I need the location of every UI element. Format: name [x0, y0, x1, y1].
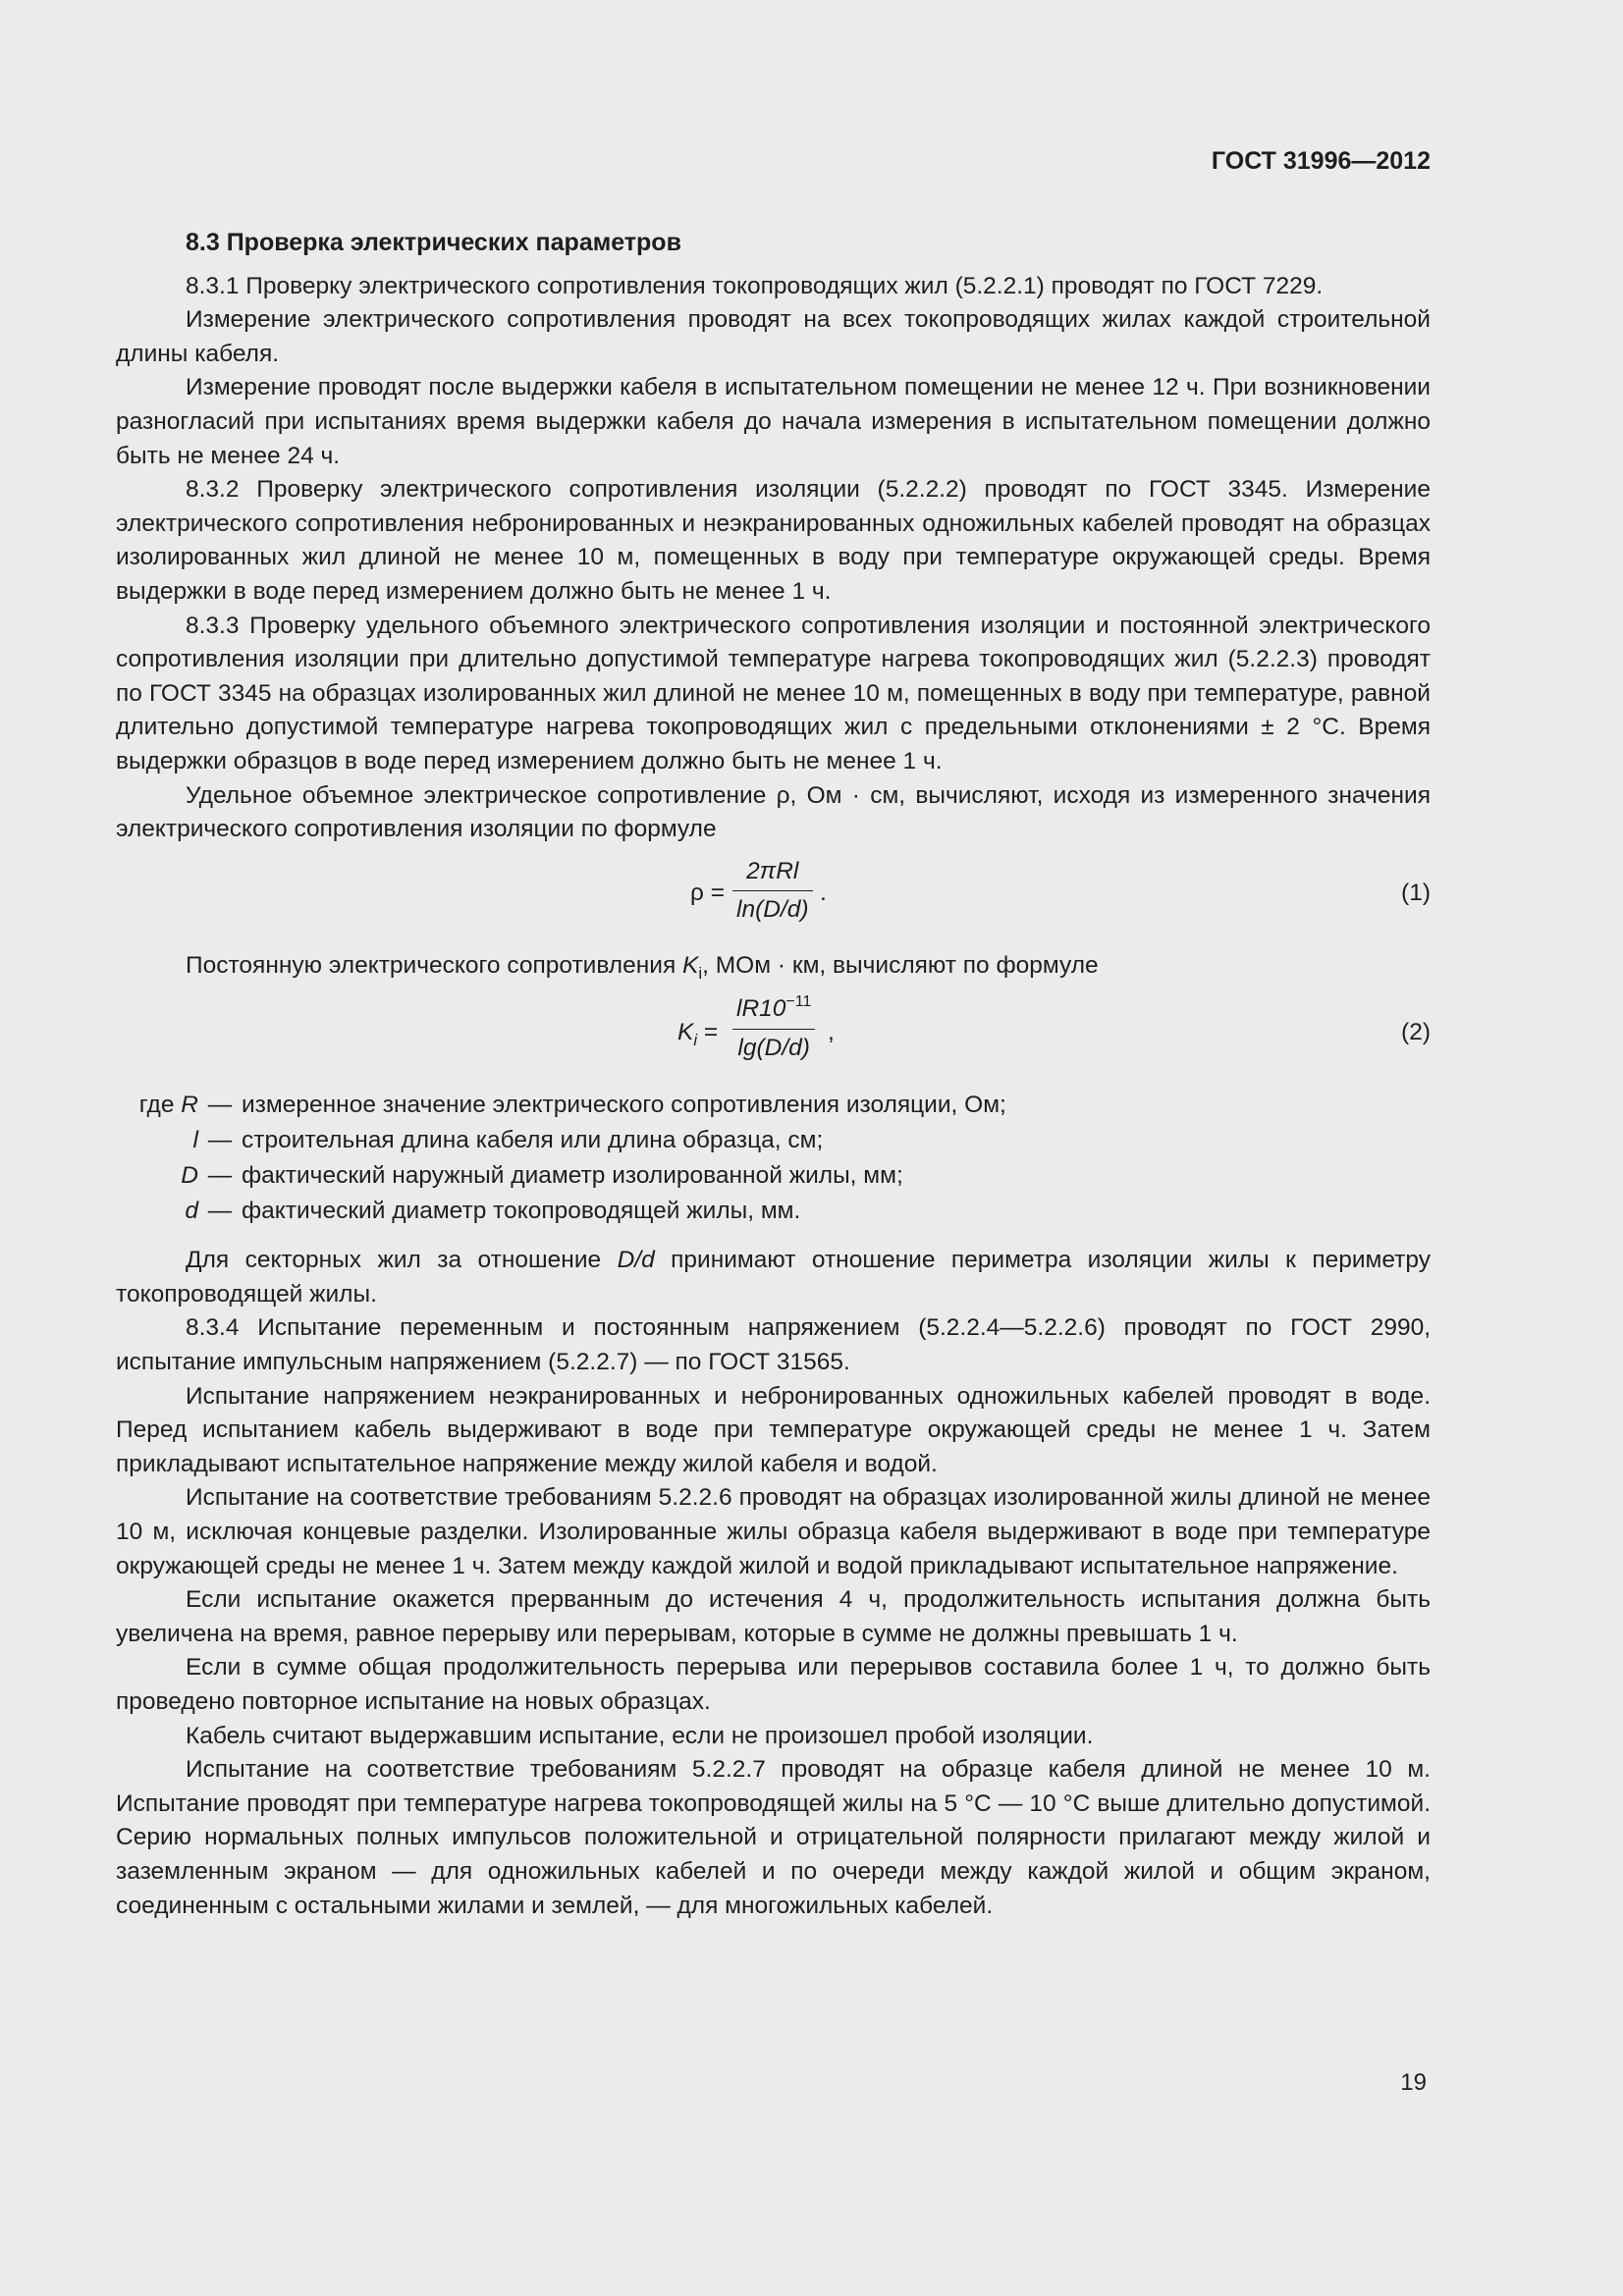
paragraph: Если испытание окажется прерванным до истечения 4 ч, продолжительность испытания должна быть увеличена на время, равное перерыву или перерывам, которые в сумме не должны превышать 1 ч.	[116, 1586, 1431, 1647]
page-content	[116, 224, 1431, 1923]
paragraph: Испытание на соответствие требованиям 5.2.2.6 проводят на образцах изолированной жилы длиной не менее 10 м, исключая концевые разделки. Изолированные жилы образца кабеля выдерживают в воде при температуре окружающей среды не менее 1 ч. Затем между каждой жилой и водой прикладывают испытательное напряжение.	[116, 1484, 1431, 1579]
formula-2-lhs: $K_i$ =	[677, 1019, 719, 1050]
definition-symbol: R	[181, 1092, 198, 1119]
definition-symbol: d	[185, 1198, 198, 1225]
formula-1	[116, 847, 1431, 941]
definition-text: фактический диаметр токопроводящей жилы, мм.	[242, 1198, 801, 1225]
definition-row	[116, 1089, 1431, 1124]
paragraph: 8.3.4 Испытание переменным и постоянным напряжением (5.2.2.4—5.2.2.6) проводят по ГОСТ 2990, испытание импульсным напряжением (5.2.2.7) — по ГОСТ 31565.	[116, 1314, 1431, 1376]
definition-symbol: l	[192, 1127, 198, 1154]
definition-symbol: D	[181, 1162, 198, 1190]
formula-2-fraction	[732, 992, 815, 1065]
definition-dash: —	[207, 1127, 233, 1154]
paragraph: Измерение электрического сопротивления проводят на всех токопроводящих жилах каждой строительной длины кабеля.	[116, 306, 1431, 367]
definitions-list	[116, 1089, 1431, 1230]
paragraph: Для секторных жил за отношение D/d принимают отношение периметра изоляции жилы к периметру токопроводящей жилы.	[116, 1247, 1431, 1308]
definition-row	[116, 1124, 1431, 1159]
definition-text: измеренное значение электрического сопротивления изоляции, Ом;	[242, 1092, 1006, 1119]
definition-row	[116, 1159, 1431, 1195]
definition-dash: —	[207, 1198, 233, 1225]
formula-2-trail: ,	[828, 1019, 835, 1046]
definition-row	[116, 1195, 1431, 1230]
fraction-bar	[732, 1029, 815, 1030]
paragraph: 8.3.1 Проверку электрического сопротивления токопроводящих жил (5.2.2.1) проводят по ГОСТ 7229.	[186, 272, 1324, 299]
definition-dash: —	[207, 1162, 233, 1190]
formula-1-number: (1)	[1401, 879, 1431, 906]
definition-dash: —	[207, 1092, 233, 1119]
paragraph: Удельное объемное электрическое сопротивление ρ, Ом · см, вычисляют, исходя из измеренного значения электрического сопротивления изоляции по формуле	[116, 781, 1431, 843]
paragraph: Если в сумме общая продолжительность перерыва или перерывов составила более 1 ч, то должно быть проведено повторное испытание на новых образцах.	[116, 1654, 1431, 1715]
formula-2-number: (2)	[1401, 1019, 1431, 1046]
section-title: 8.3 Проверка электрических параметров	[186, 229, 681, 256]
paragraph: 8.3.3 Проверку удельного объемного электрического сопротивления изоляции и постоянной электрического сопротивления изоляции при длительно допустимой температуре нагрева токопроводящих жил (5.2.2.3) проводят по ГОСТ 3345 на образцах изолированных жил длиной не менее 10 м, помещенных в воду при температуре, равной длительно допустимой температуре нагрева токопроводящих жил с предельными отклонениями ± 2 °С. Время выдержки образцов в воде перед измерением должно быть не менее 1 ч.	[116, 612, 1431, 774]
formula-1-fraction	[732, 855, 813, 928]
paragraph: Испытание напряжением неэкранированных и небронированных одножильных кабелей проводят в воде. Перед испытанием кабель выдерживают в воде при температуре окружающей среды не менее 1 ч. Затем прикладывают испытательное напряжение между жилой кабеля и водой.	[116, 1382, 1431, 1477]
formula-1-numerator: 2πRl	[746, 857, 799, 884]
page-number: 19	[1400, 2069, 1427, 2096]
definition-text: строительная длина кабеля или длина образца, см;	[242, 1127, 824, 1154]
definition-text: фактический наружный диаметр изолированной жилы, мм;	[242, 1162, 903, 1190]
paragraph: 8.3.2 Проверку электрического сопротивления изоляции (5.2.2.2) проводят по ГОСТ 3345. Измерение электрического сопротивления небронированных и неэкранированных одножильных кабелей проводят на образцах изолированных жил длиной не менее 10 м, помещенных в воду при температуре окружающей среды. Время выдержки в воде перед измерением должно быть не менее 1 ч.	[116, 476, 1431, 605]
paragraph: Испытание на соответствие требованиям 5.2.2.7 проводят на образце кабеля длиной не менее 10 м. Испытание проводят при температуре нагрева токопроводящей жилы на 5 °С — 10 °С выше длительно допустимой. Серию нормальных полных импульсов положительной и отрицательной полярности прилагают между жилой и заземленным экраном — для одножильных кабелей и по очереди между каждой жилой и общим экраном, соединенным с остальными жилами и землей, — для многожильных кабелей.	[116, 1756, 1431, 1919]
formula-1-lhs: ρ =	[690, 879, 726, 906]
formula-2-numerator: $lR10^{-11}$	[736, 993, 812, 1023]
paragraph: Постоянную электрического сопротивления $K_i$, МОм · км, вычисляют по формуле	[186, 951, 1099, 983]
formula-2	[116, 983, 1431, 1081]
formula-1-trail: .	[820, 879, 827, 906]
document-header: ГОСТ 31996—2012	[1211, 147, 1431, 175]
fraction-bar	[732, 890, 813, 891]
paragraph: Измерение проводят после выдержки кабеля в испытательном помещении не менее 12 ч. При возникновении разногласий при испытаниях время выдержки кабеля до начала измерения в испытательном помещении должно быть не менее 24 ч.	[116, 374, 1431, 469]
formula-2-denominator: lg(D/d)	[737, 1034, 810, 1061]
paragraph: Кабель считают выдержавшим испытание, если не произошел пробой изоляции.	[186, 1722, 1094, 1749]
formula-1-denominator: ln(D/d)	[736, 896, 809, 924]
definition-lead: где	[138, 1092, 175, 1119]
